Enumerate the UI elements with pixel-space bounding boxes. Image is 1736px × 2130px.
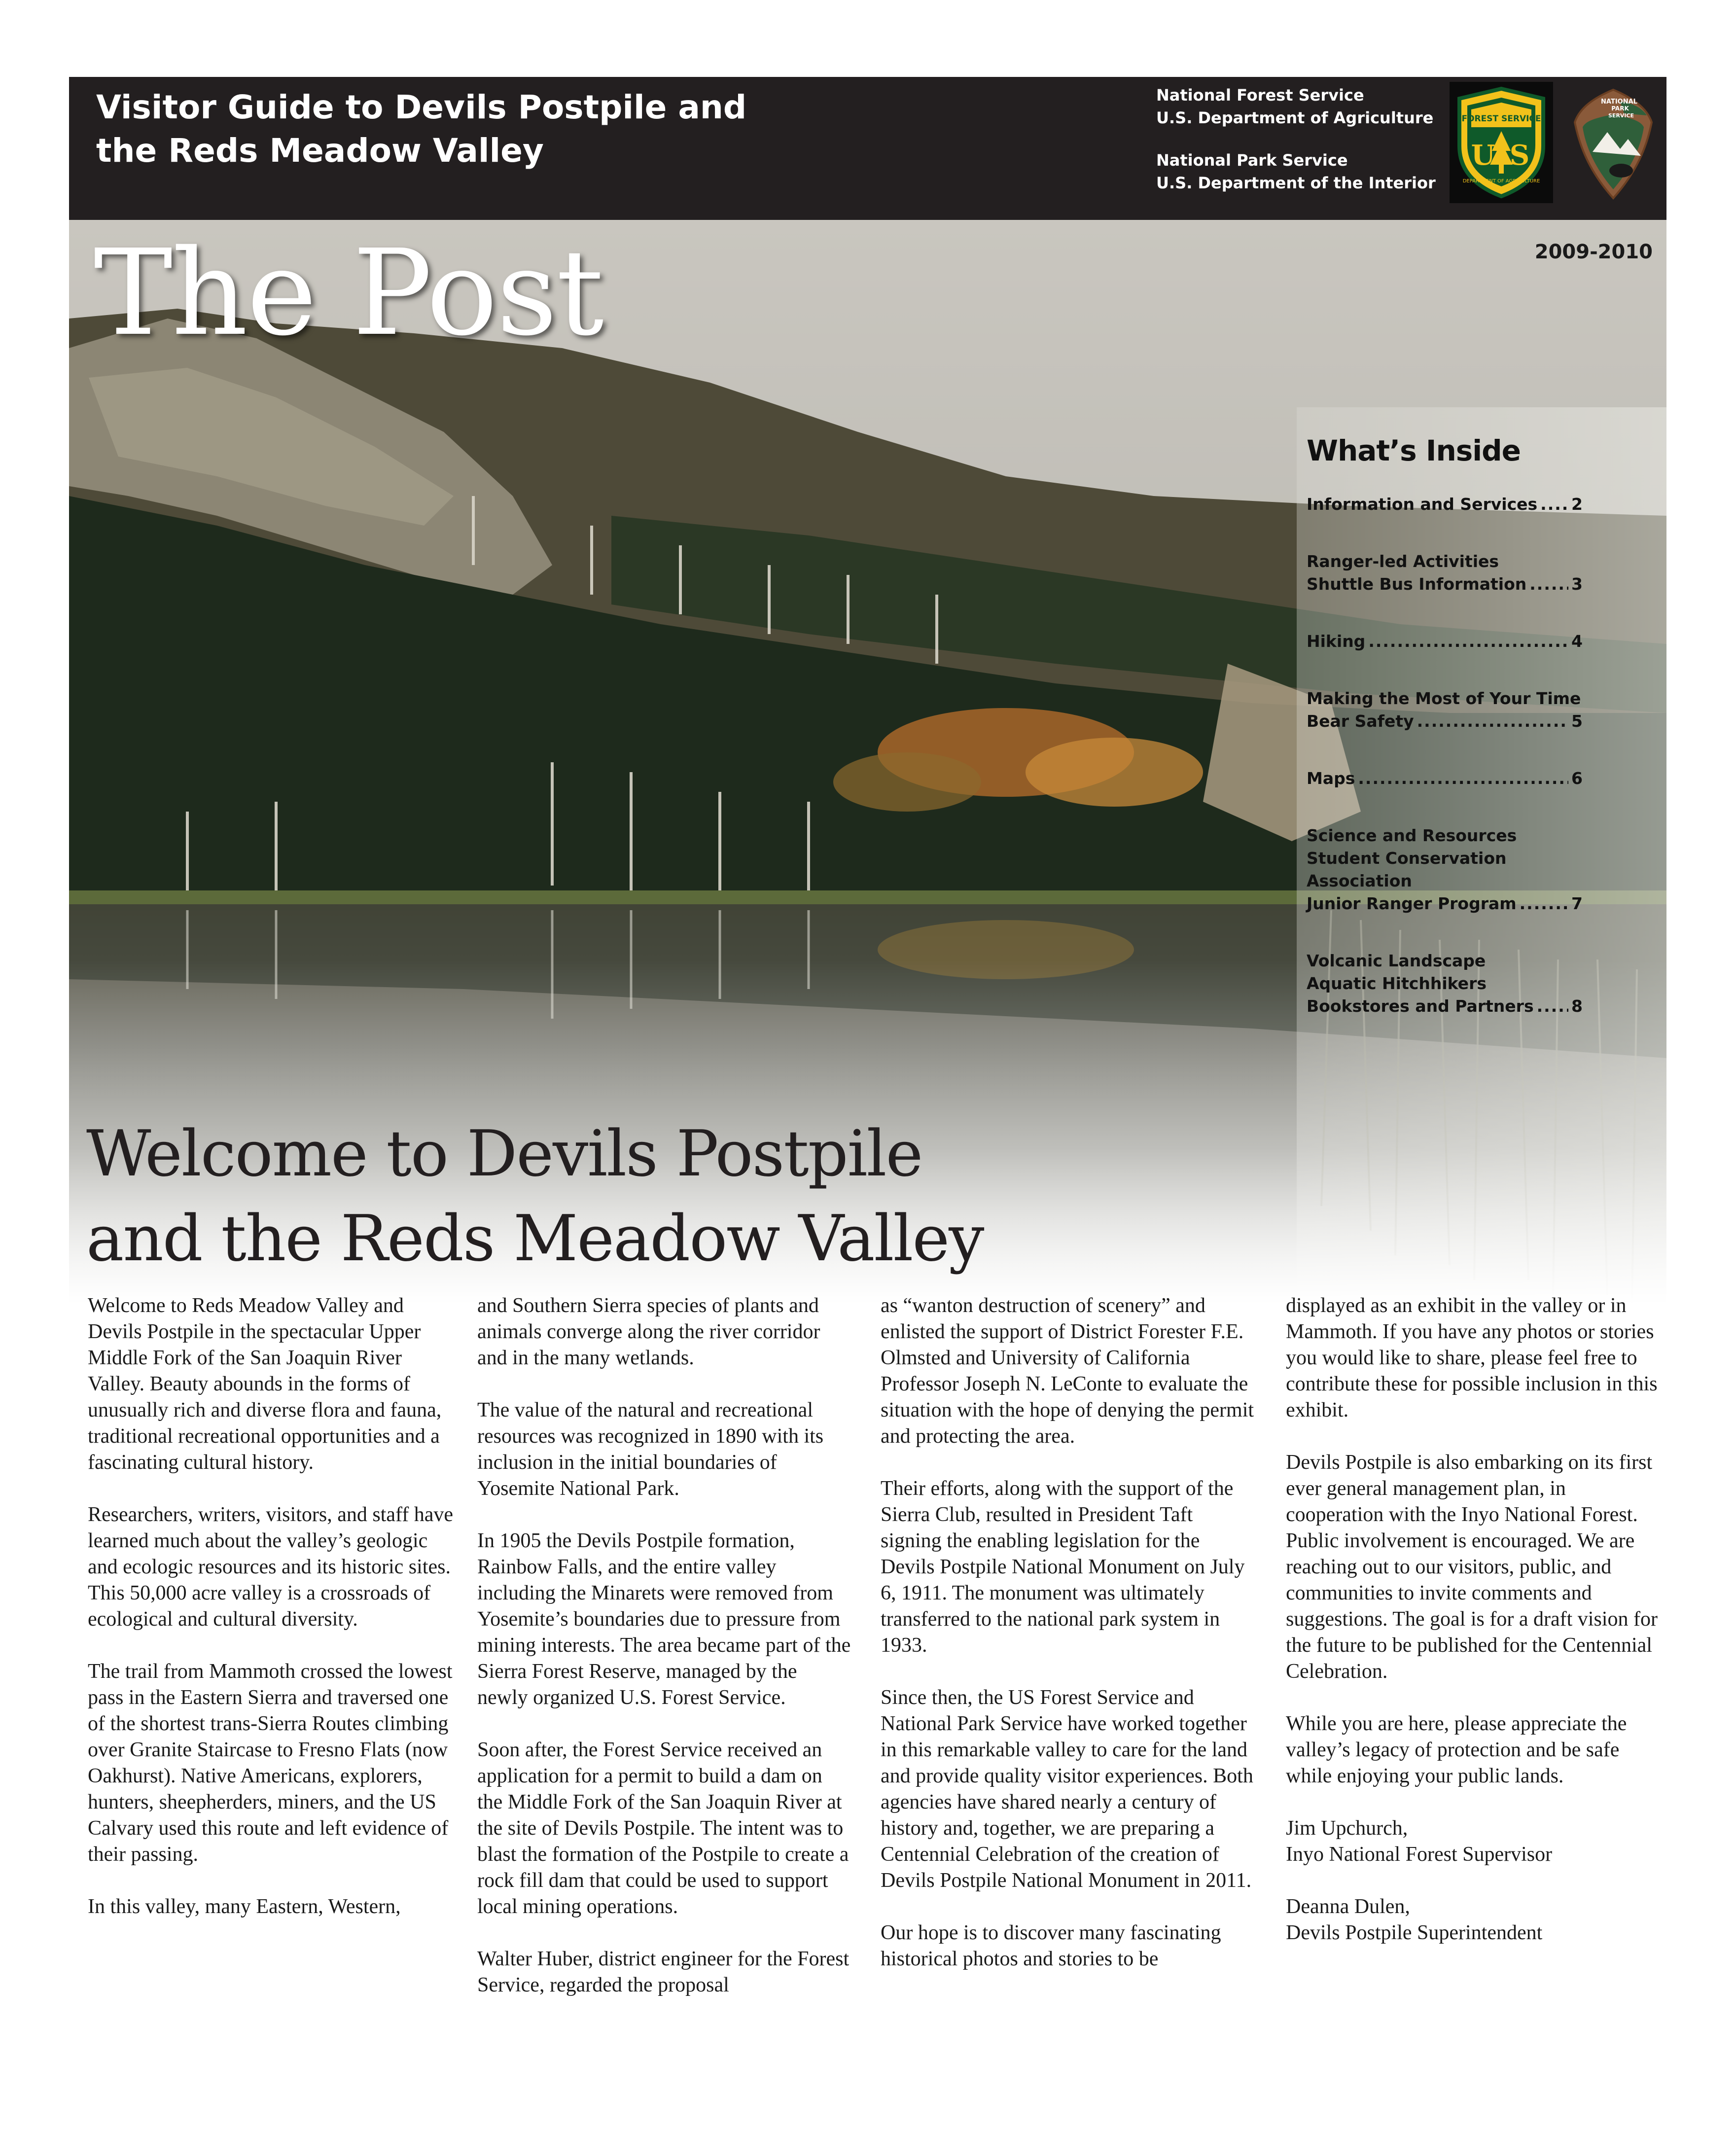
park-service-name: National Park Service: [1156, 151, 1348, 170]
toc-entry-label: Aquatic Hitchhikers: [1307, 974, 1487, 993]
headline-line-2: and the Reds Meadow Valley: [86, 1202, 984, 1276]
toc-page-number: 8: [1571, 996, 1583, 1016]
svg-text:DEPARTMENT OF AGRICULTURE: DEPARTMENT OF AGRICULTURE: [1462, 178, 1540, 184]
toc-entry-line: [1307, 767, 1583, 790]
paragraph: In 1905 the Devils Postpile formation, Rainbow Falls, and the entire valley including the Minarets were removed from Yosemite’s boundaries due to pressure from mining interests. The area became part of the Sierra Forest Reserve, managed by the newly organized U.S. Forest Service.: [477, 1529, 851, 1709]
paragraph: and Southern Sierra species of plants and animals converge along the river corridor and in the many wetlands.: [477, 1294, 820, 1369]
paragraph: Researchers, writers, visitors, and staff have learned much about the valley’s geologic and ecologic resources and its historic sites. This 50,000 acre valley is a crossroads of ecological and cultural diversity.: [88, 1503, 453, 1631]
article-body: [88, 1293, 1656, 2082]
toc-heading: What’s Inside: [1307, 434, 1521, 467]
toc-leader-dots: [1520, 892, 1568, 915]
whats-inside-toc: [1307, 434, 1583, 1052]
paragraph: Devils Postpile is also embarking on its first ever general management plan, in cooperation with the Inyo National Forest. Public involvement is encouraged. We are reaching out to our visitors, public, and communities to invite comments and suggestions. The goal is for a draft vision for the future to be published for the Centennial Celebration.: [1286, 1451, 1658, 1683]
svg-text:PARK: PARK: [1611, 105, 1629, 112]
toc-entry-label: Junior Ranger Program: [1307, 894, 1517, 913]
toc-entry-line: [1307, 630, 1583, 653]
svg-text:FOREST SERVICE: FOREST SERVICE: [1461, 114, 1541, 124]
guide-title: Visitor Guide to Devils Postpile and the Reds Meadow Valley: [96, 88, 747, 170]
toc-entry[interactable]: [1307, 824, 1583, 915]
toc-page-number: 4: [1571, 632, 1583, 651]
toc-entry-label: Shuttle Bus Information: [1307, 574, 1527, 594]
toc-entry[interactable]: [1307, 493, 1583, 516]
toc-entry-line: [1307, 892, 1583, 915]
edition-years: 2009-2010: [1534, 241, 1653, 263]
usfs-shield-logo: [1450, 82, 1553, 203]
toc-page-number: 3: [1571, 574, 1583, 594]
paragraph: Soon after, the Forest Service received an application for a permit to build a dam on the Middle Fork of the San Joaquin River at the site of Devils Postpile. The intent was to blast the formation of the Postpile to create a rock fill dam that could be used to support local mining operations.: [477, 1739, 849, 1918]
article-column-3: [881, 1293, 1255, 1998]
toc-entry[interactable]: [1307, 550, 1583, 596]
toc-entry-label: Volcanic Landscape: [1307, 951, 1486, 970]
paragraph: In this valley, many Eastern, Western,: [88, 1895, 401, 1918]
signature-title: Devils Postpile Superintendent: [1286, 1921, 1543, 1944]
toc-list: [1307, 493, 1583, 1018]
toc-leader-dots: [1540, 493, 1568, 516]
nps-arrowhead-logo: [1573, 88, 1654, 200]
toc-entry[interactable]: [1307, 950, 1583, 1018]
header-band: [69, 77, 1666, 220]
toc-entry[interactable]: [1307, 630, 1583, 653]
paragraph: Since then, the US Forest Service and National Park Service have worked together in this remarkable valley to care for the land and provide quality visitor experiences. Both agencies have shared nearly a century of history and, together, we are preparing a Centennial Celebration of the creation of Devils Postpile National Monument in 2011.: [881, 1686, 1253, 1892]
paragraph: Welcome to Reds Meadow Valley and Devils Postpile in the spectacular Upper Middle Fork of the San Joaquin River Valley. Beauty abounds in the forms of unusually rich and diverse flora and fauna, traditional recreational opportunities and a fascinating cultural history.: [88, 1294, 442, 1474]
forest-service-name: National Forest Service: [1156, 86, 1364, 105]
signature-title: Inyo National Forest Supervisor: [1286, 1843, 1553, 1866]
masthead-title: The Post: [94, 224, 603, 362]
toc-leader-dots: [1368, 630, 1568, 653]
paragraph: The trail from Mammoth crossed the lowest pass in the Eastern Sierra and traversed one of the shortest trans-Sierra Routes climbing over Granite Staircase to Fresno Flats (now Oakhurst). Native Americans, explorers, hunters, sheepherders, miners, and the US Calvary used this route and left evidence of their passing.: [88, 1660, 453, 1866]
toc-entry[interactable]: [1307, 687, 1583, 733]
toc-entry[interactable]: [1307, 767, 1583, 790]
signature-name: Jim Upchurch,: [1286, 1817, 1408, 1840]
toc-entry-label: Information and Services: [1307, 495, 1538, 514]
toc-entry-label: Student Conservation Association: [1307, 849, 1507, 890]
toc-entry-label: Making the Most of Your Time: [1307, 689, 1581, 708]
toc-entry-label: Science and Resources: [1307, 826, 1517, 845]
paragraph: While you are here, please appreciate the valley’s legacy of protection and be safe while enjoying your public lands.: [1286, 1712, 1627, 1787]
toc-entry-line: [1307, 710, 1583, 733]
toc-leader-dots: [1417, 710, 1568, 733]
signature-park-superintendent: [1286, 1894, 1661, 1946]
toc-entry-label: Bookstores and Partners: [1307, 996, 1534, 1016]
article-column-2: [477, 1293, 852, 2024]
toc-page-number: 2: [1571, 495, 1583, 514]
toc-page-number: 6: [1571, 769, 1583, 788]
toc-page-number: 7: [1571, 894, 1583, 913]
signature-forest-supervisor: [1286, 1815, 1661, 1868]
toc-entry-line: [1307, 573, 1583, 596]
article-column-4: [1286, 1293, 1661, 1946]
article-column-1: [88, 1293, 462, 1946]
article-headline: [86, 1112, 1220, 1281]
toc-leader-dots: [1358, 767, 1568, 790]
toc-entry-label: Hiking: [1307, 632, 1366, 651]
paragraph: The value of the natural and recreational resources was recognized in 1890 with its inclusion in the initial boundaries of Yosemite National Park.: [477, 1399, 824, 1500]
signature-name: Deanna Dulen,: [1286, 1895, 1410, 1918]
toc-page-number: 5: [1571, 711, 1583, 731]
toc-entry-label: Bear Safety: [1307, 711, 1414, 731]
paragraph: as “wanton destruction of scenery” and enlisted the support of District Forester F.E. Olmsted and University of California Professor Joseph N. LeConte to evaluate the situation with the hope of denying the permit and protecting the area.: [881, 1294, 1254, 1448]
svg-text:S: S: [1509, 139, 1530, 172]
toc-entry-label: Maps: [1307, 769, 1355, 788]
svg-text:U: U: [1471, 139, 1495, 172]
toc-entry-label: Ranger-led Activities: [1307, 552, 1499, 571]
svg-text:SERVICE: SERVICE: [1608, 112, 1634, 119]
toc-entry-line: [1307, 493, 1583, 516]
paragraph: Our hope is to discover many fascinating historical photos and stories to be: [881, 1921, 1221, 1970]
toc-leader-dots: [1537, 995, 1568, 1018]
toc-entry-line: [1307, 995, 1583, 1018]
paragraph: Walter Huber, district engineer for the Forest Service, regarded the proposal: [477, 1948, 850, 1996]
paragraph: displayed as an exhibit in the valley or in Mammoth. If you have any photos or stories you would like to share, please feel free to contribute these for possible inclusion in this exhibit.: [1286, 1294, 1658, 1421]
toc-leader-dots: [1529, 573, 1568, 596]
forest-service-department: U.S. Department of Agriculture: [1156, 108, 1434, 127]
headline-line-1: Welcome to Devils Postpile: [86, 1117, 922, 1191]
paragraph: Their efforts, along with the support of the Sierra Club, resulted in President Taft signing the enabling legislation for the Devils Postpile National Monument on July 6, 1911. The monument was ultimately transferred to the national park system in 1933.: [881, 1477, 1245, 1657]
svg-text:NATIONAL: NATIONAL: [1601, 98, 1637, 106]
park-service-department: U.S. Department of the Interior: [1156, 174, 1436, 192]
